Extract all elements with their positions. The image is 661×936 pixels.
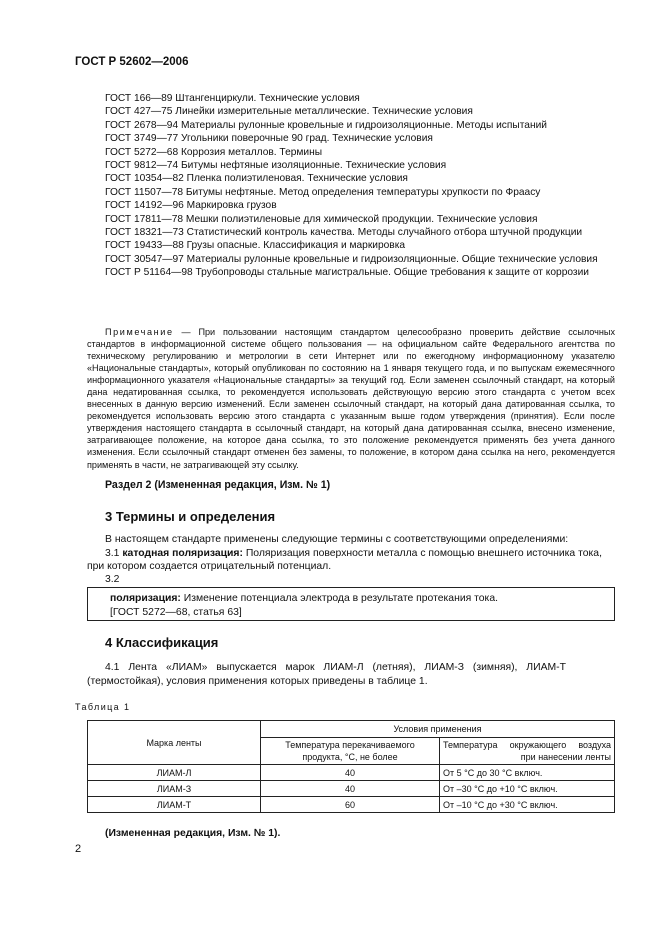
amendment-note: (Измененная редакция, Изм. № 1).	[105, 828, 281, 839]
cell-env: От –10 °С до +30 °С включ.	[440, 797, 615, 813]
header-brand: Марка ленты	[88, 721, 261, 765]
cell-env: От –30 °С до +10 °С включ.	[440, 781, 615, 797]
table-1	[87, 720, 615, 813]
table-row	[88, 765, 615, 781]
reference-item: ГОСТ 2678—94 Материалы рулонные кровельные и гидроизоляционные. Методы испытаний	[105, 119, 547, 131]
reference-item: ГОСТ 5272—68 Коррозия металлов. Термины	[105, 146, 323, 158]
header-air-temp	[440, 738, 615, 765]
section-3-heading: 3 Термины и определения	[105, 509, 276, 524]
term-definition: Поляризация поверхности металла с помощью внешнего источника тока, при котором создается отрицательный потенциал.	[87, 548, 602, 573]
header-conditions: Условия применения	[261, 721, 615, 738]
reference-item: ГОСТ 19433—88 Грузы опасные. Классификация и маркировка	[105, 240, 406, 252]
box-line-1	[110, 593, 498, 604]
cell-brand: ЛИАМ-Л	[88, 765, 261, 781]
box-reference: [ГОСТ 5272—68, статья 63]	[110, 607, 242, 618]
note-paragraph	[87, 326, 615, 471]
section-3-intro: В настоящем стандарте применены следующие термины с соответствующими определениями:	[105, 534, 569, 545]
p41-line-1: 4.1 Лента «ЛИАМ» выпускается марок ЛИАМ-Л (летняя), ЛИАМ-З (зимняя), ЛИАМ-Т	[105, 662, 566, 673]
cell-temp: 60	[261, 797, 440, 813]
section-4-1-paragraph	[87, 661, 615, 688]
p41-line-2: (термостойкая), условия применения которых приведены в таблице 1.	[87, 675, 428, 687]
reference-item: ГОСТ 14192—96 Маркировка грузов	[105, 200, 277, 212]
term-name: катодная поляризация:	[122, 548, 243, 559]
header-air-temp-line-1: Температура окружающего воздуха	[443, 740, 611, 750]
term-definition: Изменение потенциала электрода в результате протекания тока.	[180, 593, 498, 604]
page-header: ГОСТ Р 52602—2006	[75, 56, 189, 68]
table-row	[88, 797, 615, 813]
term-3-2-box	[87, 587, 615, 621]
reference-item: ГОСТ 30547—97 Материалы рулонные кровельные и гидроизоляционные. Общие технические условия	[105, 253, 598, 265]
normative-references	[87, 92, 615, 280]
header-air-temp-line-2: при нанесении ленты	[520, 752, 611, 762]
reference-item: ГОСТ 11507—78 Битумы нефтяные. Метод определения температуры хрупкости по Фраасу	[105, 186, 541, 198]
term-3-2-number: 3.2	[105, 574, 120, 585]
cell-temp: 40	[261, 781, 440, 797]
cell-brand: ЛИАМ-Т	[88, 797, 261, 813]
reference-item: ГОСТ 10354—82 Пленка полиэтиленовая. Технические условия	[105, 173, 408, 185]
reference-item: ГОСТ 166—89 Штангенциркули. Технические условия	[105, 93, 360, 104]
note-text: — При пользовании настоящим стандартом целесообразно проверить действие ссылочных стандартов в информационной системе общего пользования — на официальном сайте Федерального агентства по техническому регулированию и метрологии в сети Интернет или по ежегодному информационному указателю «Национальные стандарты», который опубликован по состоянию на 1 января текущего года, и по выпускам ежемесячного информационного указателя «Национальные стандарты» за текущий год. Если заменен ссылочный стандарт, на который дана недатированная ссылка, то рекомендуется использовать действующую версию этого стандарта с учетом всех внесенных в данную версию изменений. Если заменен ссылочный стандарт, на который дана датированная ссылка, то рекомендуется использовать версию этого стандарта с указанным выше годом утверждения (принятия). Если после утверждения настоящего стандарта в ссылочный стандарт, на который дана датированная ссылка, внесено изменение, затрагивающее положение, на которое дана ссылка, то это положение рекомендуется применять без учета данного изменения. Если ссылочный стандарт отменен без замены, то положение, в котором дана ссылка на него, рекомендуется применять в части, не затрагивающей эту ссылку.	[87, 327, 615, 470]
reference-item: ГОСТ 18321—73 Статистический контроль качества. Методы случайного отбора штучной продукции	[105, 227, 583, 239]
term-3-1	[87, 547, 615, 574]
cell-brand: ЛИАМ-З	[88, 781, 261, 797]
note-label: Примечание	[105, 327, 174, 337]
page-number: 2	[75, 843, 82, 855]
reference-item: ГОСТ 3749—77 Угольники поверочные 90 град. Технические условия	[105, 133, 433, 145]
reference-item: ГОСТ 9812—74 Битумы нефтяные изоляционные. Технические условия	[105, 160, 447, 172]
header-product-temp: Температура перекачиваемого продукта, °С, не более	[261, 738, 440, 765]
table-caption: Таблица 1	[75, 702, 131, 712]
term-number: 3.1	[105, 548, 123, 559]
reference-item: ГОСТ 17811—78 Мешки полиэтиленовые для химической продукции. Технические условия	[105, 213, 538, 225]
reference-item: ГОСТ 427—75 Линейки измерительные металлические. Технические условия	[105, 106, 473, 118]
cell-temp: 40	[261, 765, 440, 781]
section-4-heading: 4 Классификация	[105, 635, 219, 650]
term-name: поляризация:	[110, 593, 181, 604]
reference-item: ГОСТ Р 51164—98 Трубопроводы стальные магистральные. Общие требования к защите от коррозии	[105, 267, 589, 279]
table-row	[88, 781, 615, 797]
cell-env: От 5 °С до 30 °С включ.	[440, 765, 615, 781]
razdel-2-amendment: Раздел 2 (Измененная редакция, Изм. № 1)	[105, 479, 331, 491]
